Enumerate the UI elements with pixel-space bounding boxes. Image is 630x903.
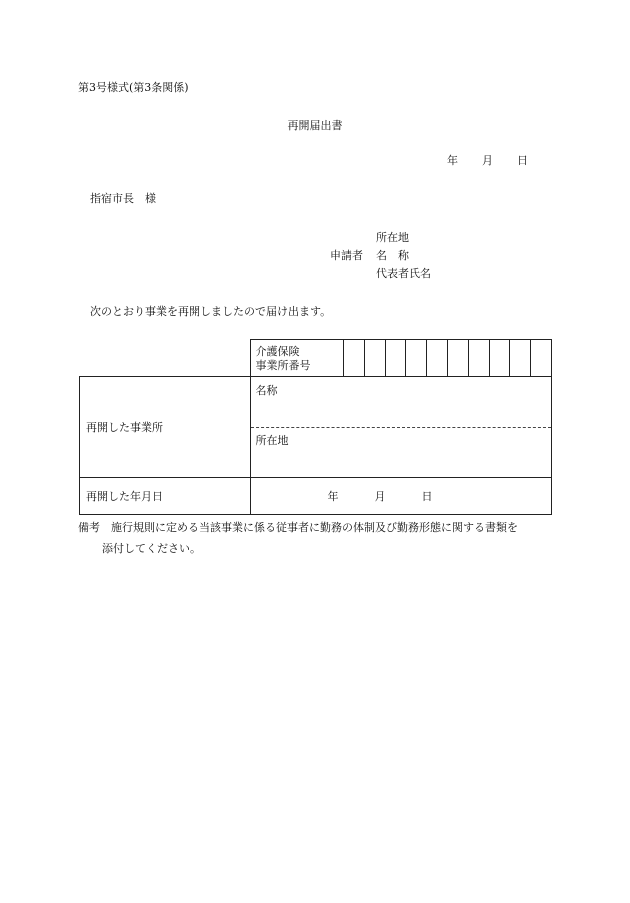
reopen-day-label: 日 — [421, 490, 433, 503]
reopen-date-label-cell — [80, 478, 251, 515]
insurance-digit-box[interactable] — [406, 340, 427, 377]
remarks-line2: 添付してください。 — [102, 542, 201, 555]
office-label-cell — [80, 377, 251, 478]
applicant-name-label: 名 称 — [376, 249, 409, 262]
office-label: 再開した事業所 — [86, 420, 163, 434]
insurance-digit-box[interactable] — [364, 340, 385, 377]
applicant-representative-label: 代表者氏名 — [376, 267, 431, 280]
applicant-role-label: 申請者 — [330, 249, 363, 262]
addressee: 指宿市長 様 — [90, 192, 156, 205]
insurance-digit-box[interactable] — [531, 340, 552, 377]
form-number: 第3号様式(第3条関係) — [78, 81, 189, 94]
reopen-month-label: 月 — [374, 490, 386, 503]
insurance-digit-box[interactable] — [385, 340, 406, 377]
office-address-label: 所在地 — [255, 434, 289, 447]
reopen-date-cell[interactable] — [250, 478, 552, 515]
reopen-date-label: 再開した年月日 — [86, 489, 163, 503]
document-title: 再開届出書 — [287, 119, 343, 132]
applicant-address-label: 所在地 — [376, 231, 409, 244]
empty-cell — [80, 340, 251, 377]
insurance-digit-box[interactable] — [344, 340, 365, 377]
insurance-digit-box[interactable] — [447, 340, 468, 377]
date-year-label: 年 — [447, 154, 458, 167]
reopen-form-table — [79, 339, 552, 515]
date-month-label: 月 — [482, 154, 493, 167]
insurance-label-line1: 介護保険 — [255, 345, 300, 358]
insurance-digit-box[interactable] — [427, 340, 448, 377]
insurance-number-label-cell — [250, 340, 344, 377]
insurance-label-line2: 事業所番号 — [255, 359, 311, 372]
dashed-divider — [251, 427, 552, 428]
insurance-digit-box[interactable] — [489, 340, 510, 377]
date-day-label: 日 — [517, 154, 528, 167]
reopen-year-label: 年 — [327, 490, 339, 503]
insurance-digit-box[interactable] — [510, 340, 531, 377]
office-details-cell[interactable] — [250, 377, 552, 478]
office-name-label: 名称 — [255, 384, 278, 397]
intro-text: 次のとおり事業を再開しましたので届け出ます。 — [90, 305, 332, 318]
insurance-digit-box[interactable] — [468, 340, 489, 377]
remarks-line1: 備考 施行規則に定める当該事業に係る従事者に勤務の体制及び勤務形態に関する書類を — [78, 521, 518, 534]
